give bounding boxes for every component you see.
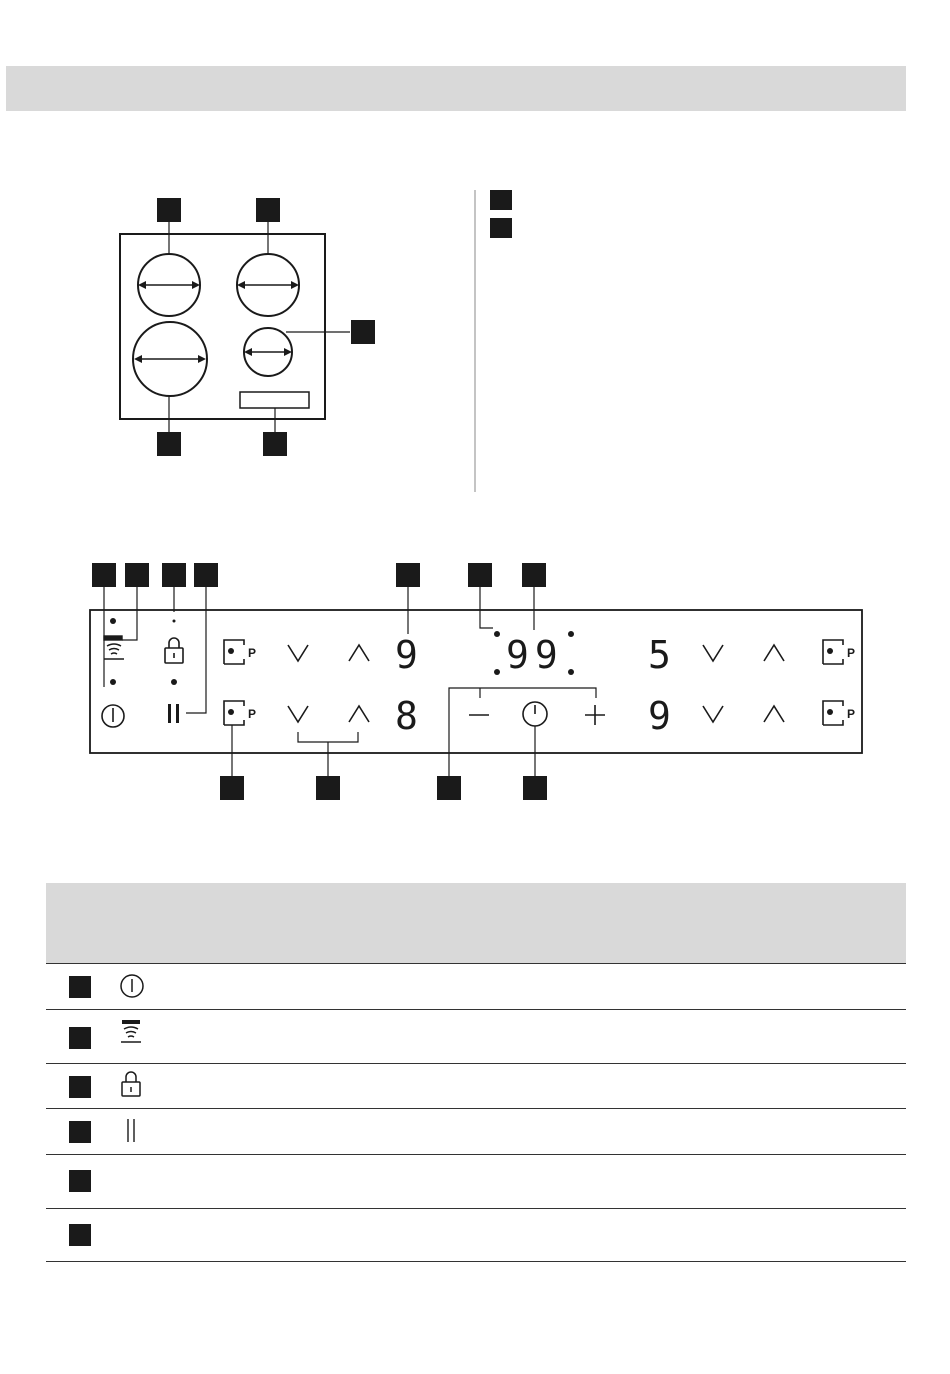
- zone-display-2: 8: [395, 694, 418, 738]
- pause-icon: [118, 1116, 148, 1146]
- callout-marker: [351, 320, 375, 344]
- zone-display-4: 9: [648, 694, 671, 738]
- pause-icon: [168, 704, 171, 723]
- callout-marker: [256, 198, 280, 222]
- hob-hood-icon: [104, 636, 124, 659]
- zone-display-1: 9: [395, 633, 418, 677]
- callout-marker: [157, 432, 181, 456]
- callout-marker: [157, 198, 181, 222]
- timer-display: 99: [506, 633, 564, 677]
- power-boost-button: [224, 640, 244, 664]
- table-row-marker: [69, 1076, 91, 1098]
- table-row-marker: [69, 1027, 91, 1049]
- lock-icon: [118, 1070, 148, 1100]
- svg-text:P: P: [847, 646, 856, 660]
- table-header: [46, 883, 906, 963]
- svg-text:P: P: [248, 646, 257, 660]
- svg-text:P: P: [847, 707, 856, 721]
- table-row-marker: [69, 976, 91, 998]
- hob-hood-icon: [118, 1017, 148, 1047]
- table-row-marker: [69, 1224, 91, 1246]
- legend-marker: [490, 218, 512, 238]
- callout-marker: [263, 432, 287, 456]
- svg-text:P: P: [248, 707, 257, 721]
- control-panel-outline: [240, 392, 309, 408]
- zone-display-3: 5: [648, 633, 671, 677]
- table-row-marker: [69, 1121, 91, 1143]
- table-row-marker: [69, 1170, 91, 1192]
- power-icon: [118, 971, 148, 1001]
- legend-marker: [490, 190, 512, 210]
